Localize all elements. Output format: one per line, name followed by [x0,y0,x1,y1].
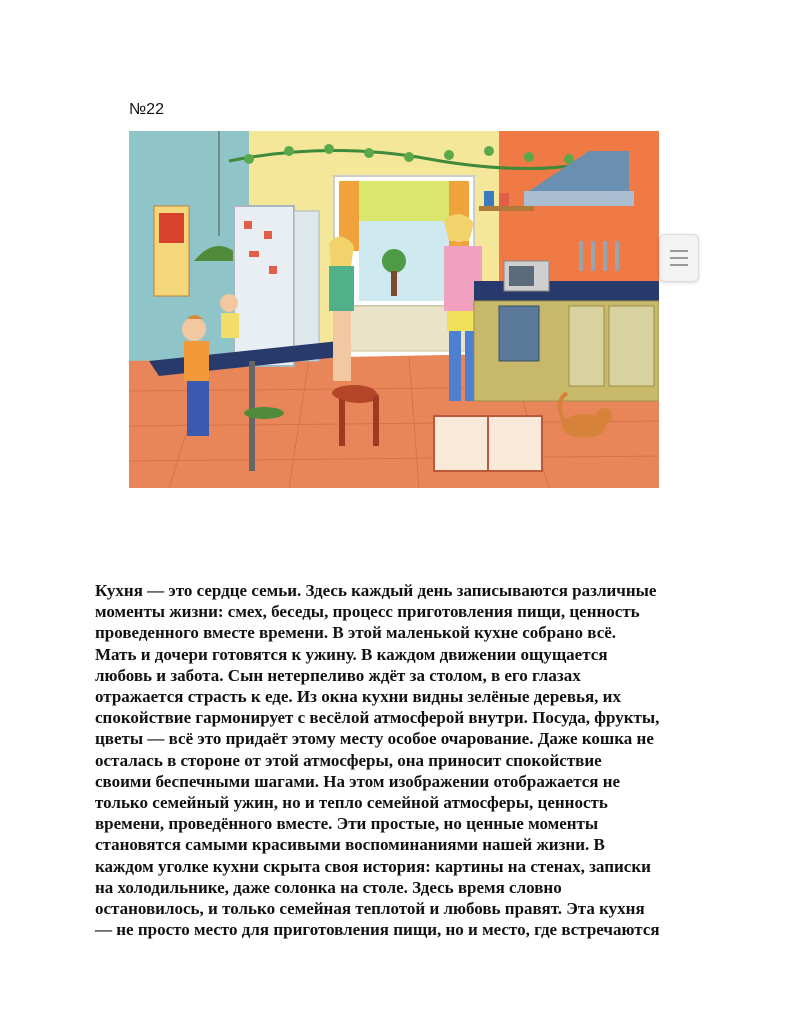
text-line: отражается страсть к еде. Из окна кухни видны зелёные деревья, их [95,687,621,707]
side-handle-button[interactable] [659,234,699,282]
text-line: проведенного вместе времени. В этой маленькой кухне собрано всё. [95,623,617,643]
text-line: своими беспечными шагами. На этом изображении отображается не [95,771,621,791]
text-line: остановилось, и только семейная теплотой и любовь правят. Эта кухня [95,899,645,919]
text-line: становятся самыми красивыми воспоминаниями нашей жизни. В [95,835,605,855]
kitchen-illustration [129,131,659,488]
text-line: Кухня — это сердце семьи. Здесь каждый день записываются различные [95,581,657,600]
article-text [95,580,715,940]
text-line: каждом уголке кухни скрыта своя история: картины на стенах, записки [95,856,651,876]
text-line: — не просто место для приготовления пищи, но и место, где встречаются [95,920,660,940]
text-line: осталась в стороне от этой атмосферы, она приносит спокойствие [95,750,602,770]
text-line: цветы — всё это придаёт этому месту особое очарование. Даже кошка не [95,729,654,749]
text-line: любовь и забота. Сын нетерпеливо ждёт за столом, в его глазах [95,665,581,685]
text-line: моменты жизни: смех, беседы, процесс приготовления пищи, ценность [95,602,640,622]
text-line: спокойствие гармонирует с весёлой атмосферой внутри. Посуда, фрукты, [95,708,660,728]
hamburger-menu-icon [670,250,688,252]
page-number: №22 [129,101,164,118]
kitchen-family-illustration-icon [129,131,659,488]
text-line: на холодильнике, даже солонка на столе. Здесь время словно [95,877,562,897]
text-line: времени, проведённого вместе. Эти простые, но ценные моменты [95,814,599,834]
text-line: Мать и дочери готовятся к ужину. В каждом движении ощущается [95,644,608,664]
text-line: только семейный ужин, но и тепло семейной атмосферы, ценность [95,793,608,813]
